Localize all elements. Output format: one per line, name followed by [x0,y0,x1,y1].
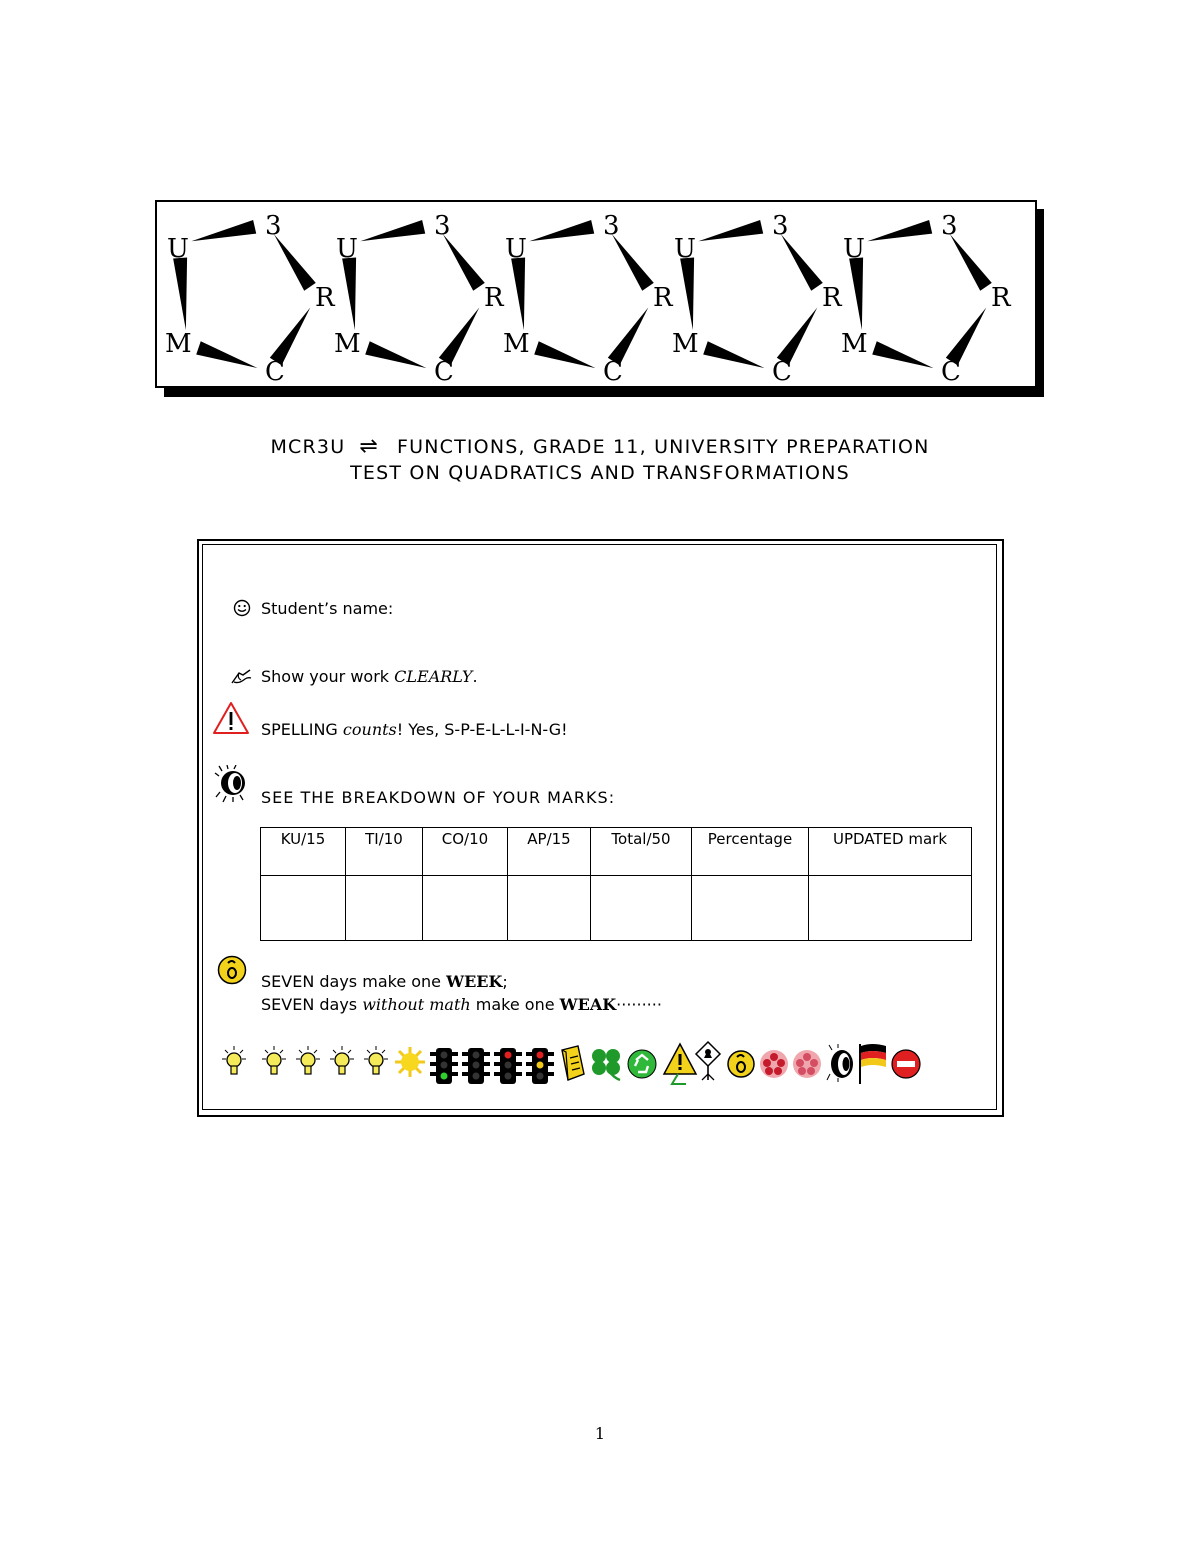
banner-letter: C [265,357,285,386]
week-saying-line1 [261,972,508,991]
caution-sign-icon [664,1044,696,1084]
marks-header-cell: CO/10 [423,828,508,876]
banner-letter: R [991,283,1011,313]
eye-icon [214,765,252,803]
banner-letter: U [674,234,696,264]
banner-letter: U [336,234,358,264]
week-text: SEVEN days make one [261,972,442,991]
banner-wedge [703,341,764,368]
flower-icon [793,1050,821,1078]
lightbulb-icon [296,1046,320,1074]
weak-text-start: SEVEN days [261,995,358,1014]
no-entry-icon [892,1050,920,1078]
banner-pentagon [841,211,1012,386]
banner-wedge [698,220,763,241]
banner-pentagon [672,211,843,386]
banner-wedge [680,257,694,330]
lightbulb-icon [222,1046,246,1074]
week-semicolon: ; [502,972,508,991]
banner-letter: 3 [603,211,620,241]
banner-wedge [443,234,485,291]
weak-italic: without math [362,995,471,1014]
traffic-light-icon [526,1048,554,1084]
german-flag-icon [860,1044,886,1084]
course-description: FUNCTIONS, GRADE 11, UNIVERSITY PREPARATION [396,436,930,458]
banner-letter: M [334,329,361,359]
ap-mark-cell[interactable] [508,876,591,941]
banner-wedge [360,220,425,241]
updated-mark-cell[interactable] [809,876,972,941]
banner-wedge [365,341,426,368]
writing-hand-icon [231,669,253,685]
banner-wedge [849,257,863,330]
co-mark-cell[interactable] [423,876,508,941]
spelling-text: SPELLING [261,720,338,739]
week-word: WEEK [446,972,503,991]
banner-wedge [872,341,933,368]
lightbulb-icon [262,1046,286,1074]
marks-header-cell: KU/15 [261,828,346,876]
banner-letter: C [941,357,961,386]
page-number: 1 [594,1424,606,1443]
weak-dots: ········· [616,995,662,1014]
banner-wedge [612,234,654,291]
marks-header-cell: AP/15 [508,828,591,876]
banner-wedge [534,341,595,368]
marks-header-cell: Percentage [692,828,809,876]
spelling-instruction [261,720,568,739]
banner-pentagons [157,202,1035,386]
banner-letter: M [165,329,192,359]
banner-letter: R [653,283,673,313]
banner-pentagon [503,211,674,386]
banner-letter: 3 [772,211,789,241]
info-icon [728,1051,754,1077]
breakdown-label: SEE THE BREAKDOWN OF YOUR MARKS: [261,788,616,807]
banner-wedge [950,234,992,291]
banner-wedge [196,341,257,368]
marks-table [260,827,972,941]
course-code: MCR3U [270,436,346,458]
weak-word: WEAK [559,995,617,1014]
banner-wedge [781,234,823,291]
harpoons-icon: ⇌ [359,434,379,459]
banner-letter: M [503,329,530,359]
banner-pentagon [334,211,505,386]
banner-letter: R [484,283,504,313]
banner-pentagon [165,211,336,386]
percentage-cell[interactable] [692,876,809,941]
ku-mark-cell[interactable] [261,876,346,941]
banner-letter: 3 [434,211,451,241]
flower-icon [760,1050,788,1078]
banner-letter: R [315,283,335,313]
banner-wedge [274,234,316,291]
marks-header-cell: Total/50 [591,828,692,876]
weak-text-mid: make one [475,995,555,1014]
week-saying-line2 [261,995,662,1014]
ti-mark-cell[interactable] [346,876,423,941]
mcr3u-banner [155,200,1037,388]
marks-header-cell: TI/10 [346,828,423,876]
banner-wedge [529,220,594,241]
eye-icon [827,1044,853,1082]
book-icon [562,1046,584,1080]
total-mark-cell[interactable] [591,876,692,941]
lightbulb-icon [330,1046,354,1074]
spelling-emphasis: counts [342,720,397,739]
banner-letter: U [843,234,865,264]
banner-letter: C [772,357,792,386]
roadsign-icon [696,1042,720,1080]
smiley-icon [233,599,251,617]
spelling-suffix: ! Yes, S-P-E-L-L-I-N-G! [396,720,568,739]
banner-wedge [342,257,356,330]
course-title [0,434,1200,459]
banner-wedge [867,220,932,241]
banner-letter: U [505,234,527,264]
banner-letter: 3 [941,211,958,241]
traffic-light-icon [462,1048,490,1084]
show-work-period: . [472,667,478,686]
lightbulb-icon [364,1046,388,1074]
banner-letter: R [822,283,842,313]
traffic-light-icon [430,1048,458,1084]
traffic-light-icon [494,1048,522,1084]
show-work-emphasis: CLEARLY [394,667,473,686]
clover-icon [592,1049,620,1080]
show-work-instruction [261,667,478,686]
banner-letter: C [434,357,454,386]
test-title: TEST ON QUADRATICS AND TRANSFORMATIONS [350,462,850,484]
recycle-icon [628,1050,656,1078]
warning-triangle-icon [212,701,250,735]
banner-wedge [173,257,187,330]
banner-letter: M [841,329,868,359]
marks-header-cell: UPDATED mark [809,828,972,876]
banner-letter: U [167,234,189,264]
student-name-label: Student’s name: [261,599,394,618]
decorative-icon-row [214,1040,934,1086]
sun-icon [395,1047,425,1077]
info-icon [217,955,247,985]
marks-table-row [261,876,972,941]
banner-letter: 3 [265,211,282,241]
show-work-text: Show your work [261,667,390,686]
marks-table-header-row [261,828,972,876]
banner-letter: C [603,357,623,386]
banner-wedge [511,257,525,330]
banner-letter: M [672,329,699,359]
banner-wedge [191,220,256,241]
